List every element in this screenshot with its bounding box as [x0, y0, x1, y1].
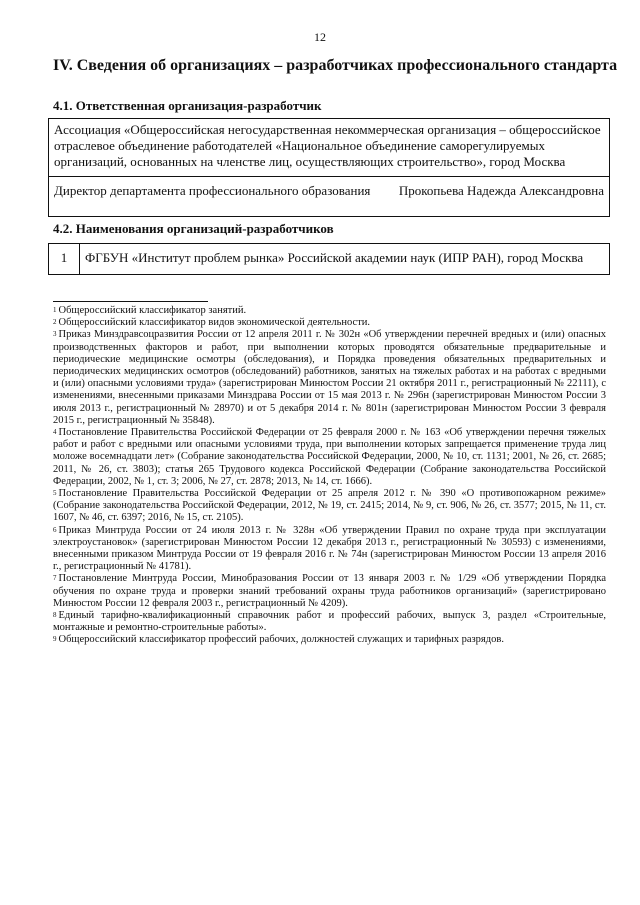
responsible-org-director-row: [49, 177, 610, 217]
footnote-mark: 4: [53, 428, 57, 437]
footnote-text: Приказ Минздравсоцразвития России от 12 апреля 2011 г. № 302н «Об утверждении перечней вредных и (или) опасных производственных факторов и работ, при выполнении которых проводятся обязательные предварительные и периодические медицинские осмотры (обследования), и Порядка проведения обязательных предварительных и периодических медицинских осмотров (обследований) работников, занятых на тяжелых работах и на работах с вредными и (или) опасными условиями труда» (зарегистрирован Минюстом России 21 октября 2011 г., регистрационный № 22111), с изменениями, внесенными приказами Минздрава России от 15 мая 2013 г. № 296н (зарегистрирован Минюстом России 3 июля 2013 г., регистрационный № 28970) и от 5 декабря 2014 г. № 801н (зарегистрирован Минюстом России 3 февраля 2015 г., регистрационный № 35848).: [53, 329, 606, 426]
footnote-text: Постановление Правительства Российской Федерации от 25 апреля 2012 г. № 390 «О противопожарном режиме» (Собрание законодательства Российской Федерации, 2012, № 19, ст. 2415; 2014, № 9, ст. 906, № 26, ст. 3577; 2015, № 11, ст. 1607, № 46, ст. 6397; 2016, № 15, ст. 2105).: [53, 488, 606, 524]
footnote: [53, 329, 606, 427]
footnote-mark: 5: [53, 489, 57, 498]
footnote-mark: 8: [53, 611, 57, 620]
subsection-title-developers: 4.2. Наименования организаций-разработчиков: [53, 221, 334, 236]
footnote-mark: 6: [53, 525, 57, 534]
developer-number: 1: [49, 244, 80, 275]
footnote: [53, 305, 606, 317]
footnote-separator: [53, 301, 208, 302]
footnote-text: Общероссийский классификатор видов экономической деятельности.: [58, 317, 371, 329]
footnote-text: Общероссийский классификатор профессий рабочих, должностей служащих и тарифных разрядов.: [58, 634, 504, 646]
footnote: [53, 610, 606, 634]
developers-table: [48, 243, 610, 275]
footnote: [53, 427, 606, 488]
footnote-mark: 2: [53, 318, 57, 327]
director-name: Прокопьева Надежда Александровна: [398, 183, 604, 198]
subsection-title-responsible: 4.1. Ответственная организация-разработчик: [53, 98, 322, 113]
footnote: [53, 634, 606, 646]
footnote-mark: 9: [53, 635, 57, 644]
page-number: 12: [314, 30, 326, 44]
footnote: [53, 573, 606, 610]
section-title: IV. Сведения об организациях – разработчиках профессионального стандарта: [53, 57, 618, 74]
footnote-text: Единый тарифно-квалификационный справочник работ и профессий рабочих, выпуск 3, раздел «Строительные, монтажные и ремонтно-строительные работы».: [53, 610, 606, 634]
responsible-org-name: Ассоциация «Общероссийская негосударственная некоммерческая организация – общероссийское отраслевое объединение работодателей «Национальное объединение саморегулируемых организаций, основанных на членстве лиц, осуществляющих строительство», город Москва: [49, 119, 610, 177]
footnotes: [53, 305, 606, 647]
footnote: [53, 488, 606, 525]
footnote-text: Общероссийский классификатор занятий.: [58, 305, 247, 316]
responsible-org-table: [48, 118, 610, 217]
footnote: [53, 317, 606, 329]
footnote-mark: 1: [53, 306, 57, 314]
developer-row: [49, 244, 610, 275]
developer-name: ФГБУН «Институт проблем рынка» Российской академии наук (ИПР РАН), город Москва: [80, 244, 610, 275]
footnote-text: Постановление Минтруда России, Минобразования России от 13 января 2003 г. № 1/29 «Об утверждении Порядка обучения по охране труда и проверки знаний требований охраны труда работников организаций» (зарегистрировано Минюстом России 12 февраля 2003 г., регистрационный № 4209).: [53, 573, 606, 609]
footnote-mark: 3: [53, 330, 57, 339]
footnote-mark: 7: [53, 574, 57, 583]
footnote-text: Постановление Правительства Российской Федерации от 25 февраля 2000 г. № 163 «Об утверждении перечня тяжелых работ и работ с вредными или опасными условиями труда, при выполнении которых запрещается применение труда лиц моложе восемнадцати лет» (Собрание законодательства Российской Федерации, 2000, № 10, ст. 1131; 2001, № 26, ст. 2685; 2011, № 26, ст. 3803); статья 265 Трудового кодекса Российской Федерации (Собрание законодательства Российской Федерации, 2002, № 1, ст. 3; 2006, № 27, ст. 2878; 2013, № 14, ст. 1666).: [53, 427, 606, 487]
footnote: [53, 525, 606, 574]
footnote-text: Приказ Минтруда России от 24 июля 2013 г. № 328н «Об утверждении Правил по охране труда при эксплуатации электроустановок» (зарегистрирован Минюстом России 12 декабря 2013 г., регистрационный № 30593) с изменениями, внесенными приказом Минтруда России от 19 февраля 2016 г. № 74н (зарегистрирован Минюстом России 13 апреля 2016 г., регистрационный № 41781).: [53, 524, 606, 573]
director-position: Директор департамента профессионального образования: [54, 183, 371, 198]
